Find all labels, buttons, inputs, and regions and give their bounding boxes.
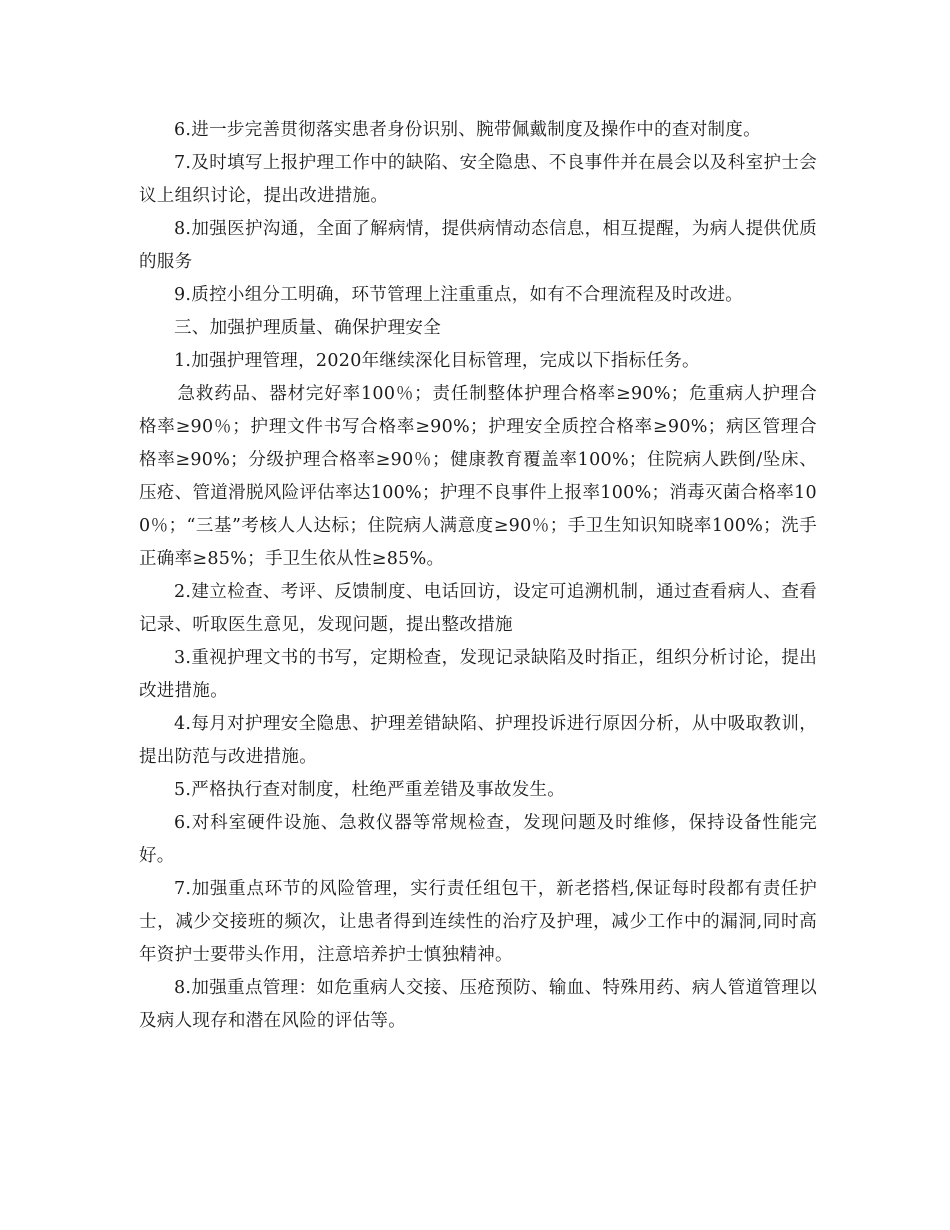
paragraph-item-2-inspection: 2.建立检查、考评、反馈制度、电话回访，设定可追溯机制，通过查看病人、查看记录、听取医生意见，发现问题，提出整改措施 xyxy=(139,582,817,635)
paragraph-item-6-equipment: 6.对科室硬件设施、急救仪器等常规检查，发现问题及时维修，保持设备性能完好。 xyxy=(139,813,817,866)
paragraph-item-8-key-management: 8.加强重点管理：如危重病人交接、压疮预防、输血、特殊用药、病人管道管理以及病人现存和潜在风险的评估等。 xyxy=(139,978,817,1031)
paragraph-indicator-targets: 急救药品、器材完好率100％；责任制整体护理合格率≥90%；危重病人护理合格率≥90％；护理文件书写合格率≥90%；护理安全质控合格率≥90%；病区管理合格率≥90%；分级护理合格率≥90％；健康教育覆盖率100%；住院病人跌倒/坠床、压疮、管道滑脱风险评估率达100%；护理不良事件上报率100%；消毒灭菌合格率100％；“三基”考核人人达标；住院病人满意度≥90％；手卫生知识知晓率100%；洗手正确率≥85%；手卫生依从性≥85%。 xyxy=(139,384,817,569)
document-page xyxy=(139,114,817,1038)
paragraph-item-9-quality-control: 9.质控小组分工明确，环节管理上注重重点，如有不合理流程及时改进。 xyxy=(174,285,744,305)
paragraph-item-6-identity: 6.进一步完善贯彻落实患者身份识别、腕带佩戴制度及操作中的查对制度。 xyxy=(174,120,761,140)
paragraph-item-3-documents: 3.重视护理文书的书写，定期检查，发现记录缺陷及时指正，组织分析讨论，提出改进措施。 xyxy=(139,648,817,701)
paragraph-item-7-reporting: 7.及时填写上报护理工作中的缺陷、安全隐患、不良事件并在晨会以及科室护士会议上组织讨论，提出改进措施。 xyxy=(139,153,817,206)
paragraph-item-5-checking: 5.严格执行查对制度，杜绝严重差错及事故发生。 xyxy=(174,780,566,800)
paragraph-item-4-analysis: 4.每月对护理安全隐患、护理差错缺陷、护理投诉进行原因分析，从中吸取教训，提出防范与改进措施。 xyxy=(139,714,817,767)
paragraph-item-7-risk: 7.加强重点环节的风险管理，实行责任组包干，新老搭档,保证每时段都有责任护士，减少交接班的频次，让患者得到连续性的治疗及护理，减少工作中的漏洞,同时高年资护士要带头作用，注意培养护士慎独精神。 xyxy=(139,879,817,965)
paragraph-item-8-communication: 8.加强医护沟通，全面了解病情，提供病情动态信息，相互提醒，为病人提供优质的服务 xyxy=(139,219,817,272)
paragraph-item-1-management: 1.加强护理管理，2020年继续深化目标管理，完成以下指标任务。 xyxy=(174,351,700,371)
section-heading-3: 三、加强护理质量、确保护理安全 xyxy=(174,318,441,338)
